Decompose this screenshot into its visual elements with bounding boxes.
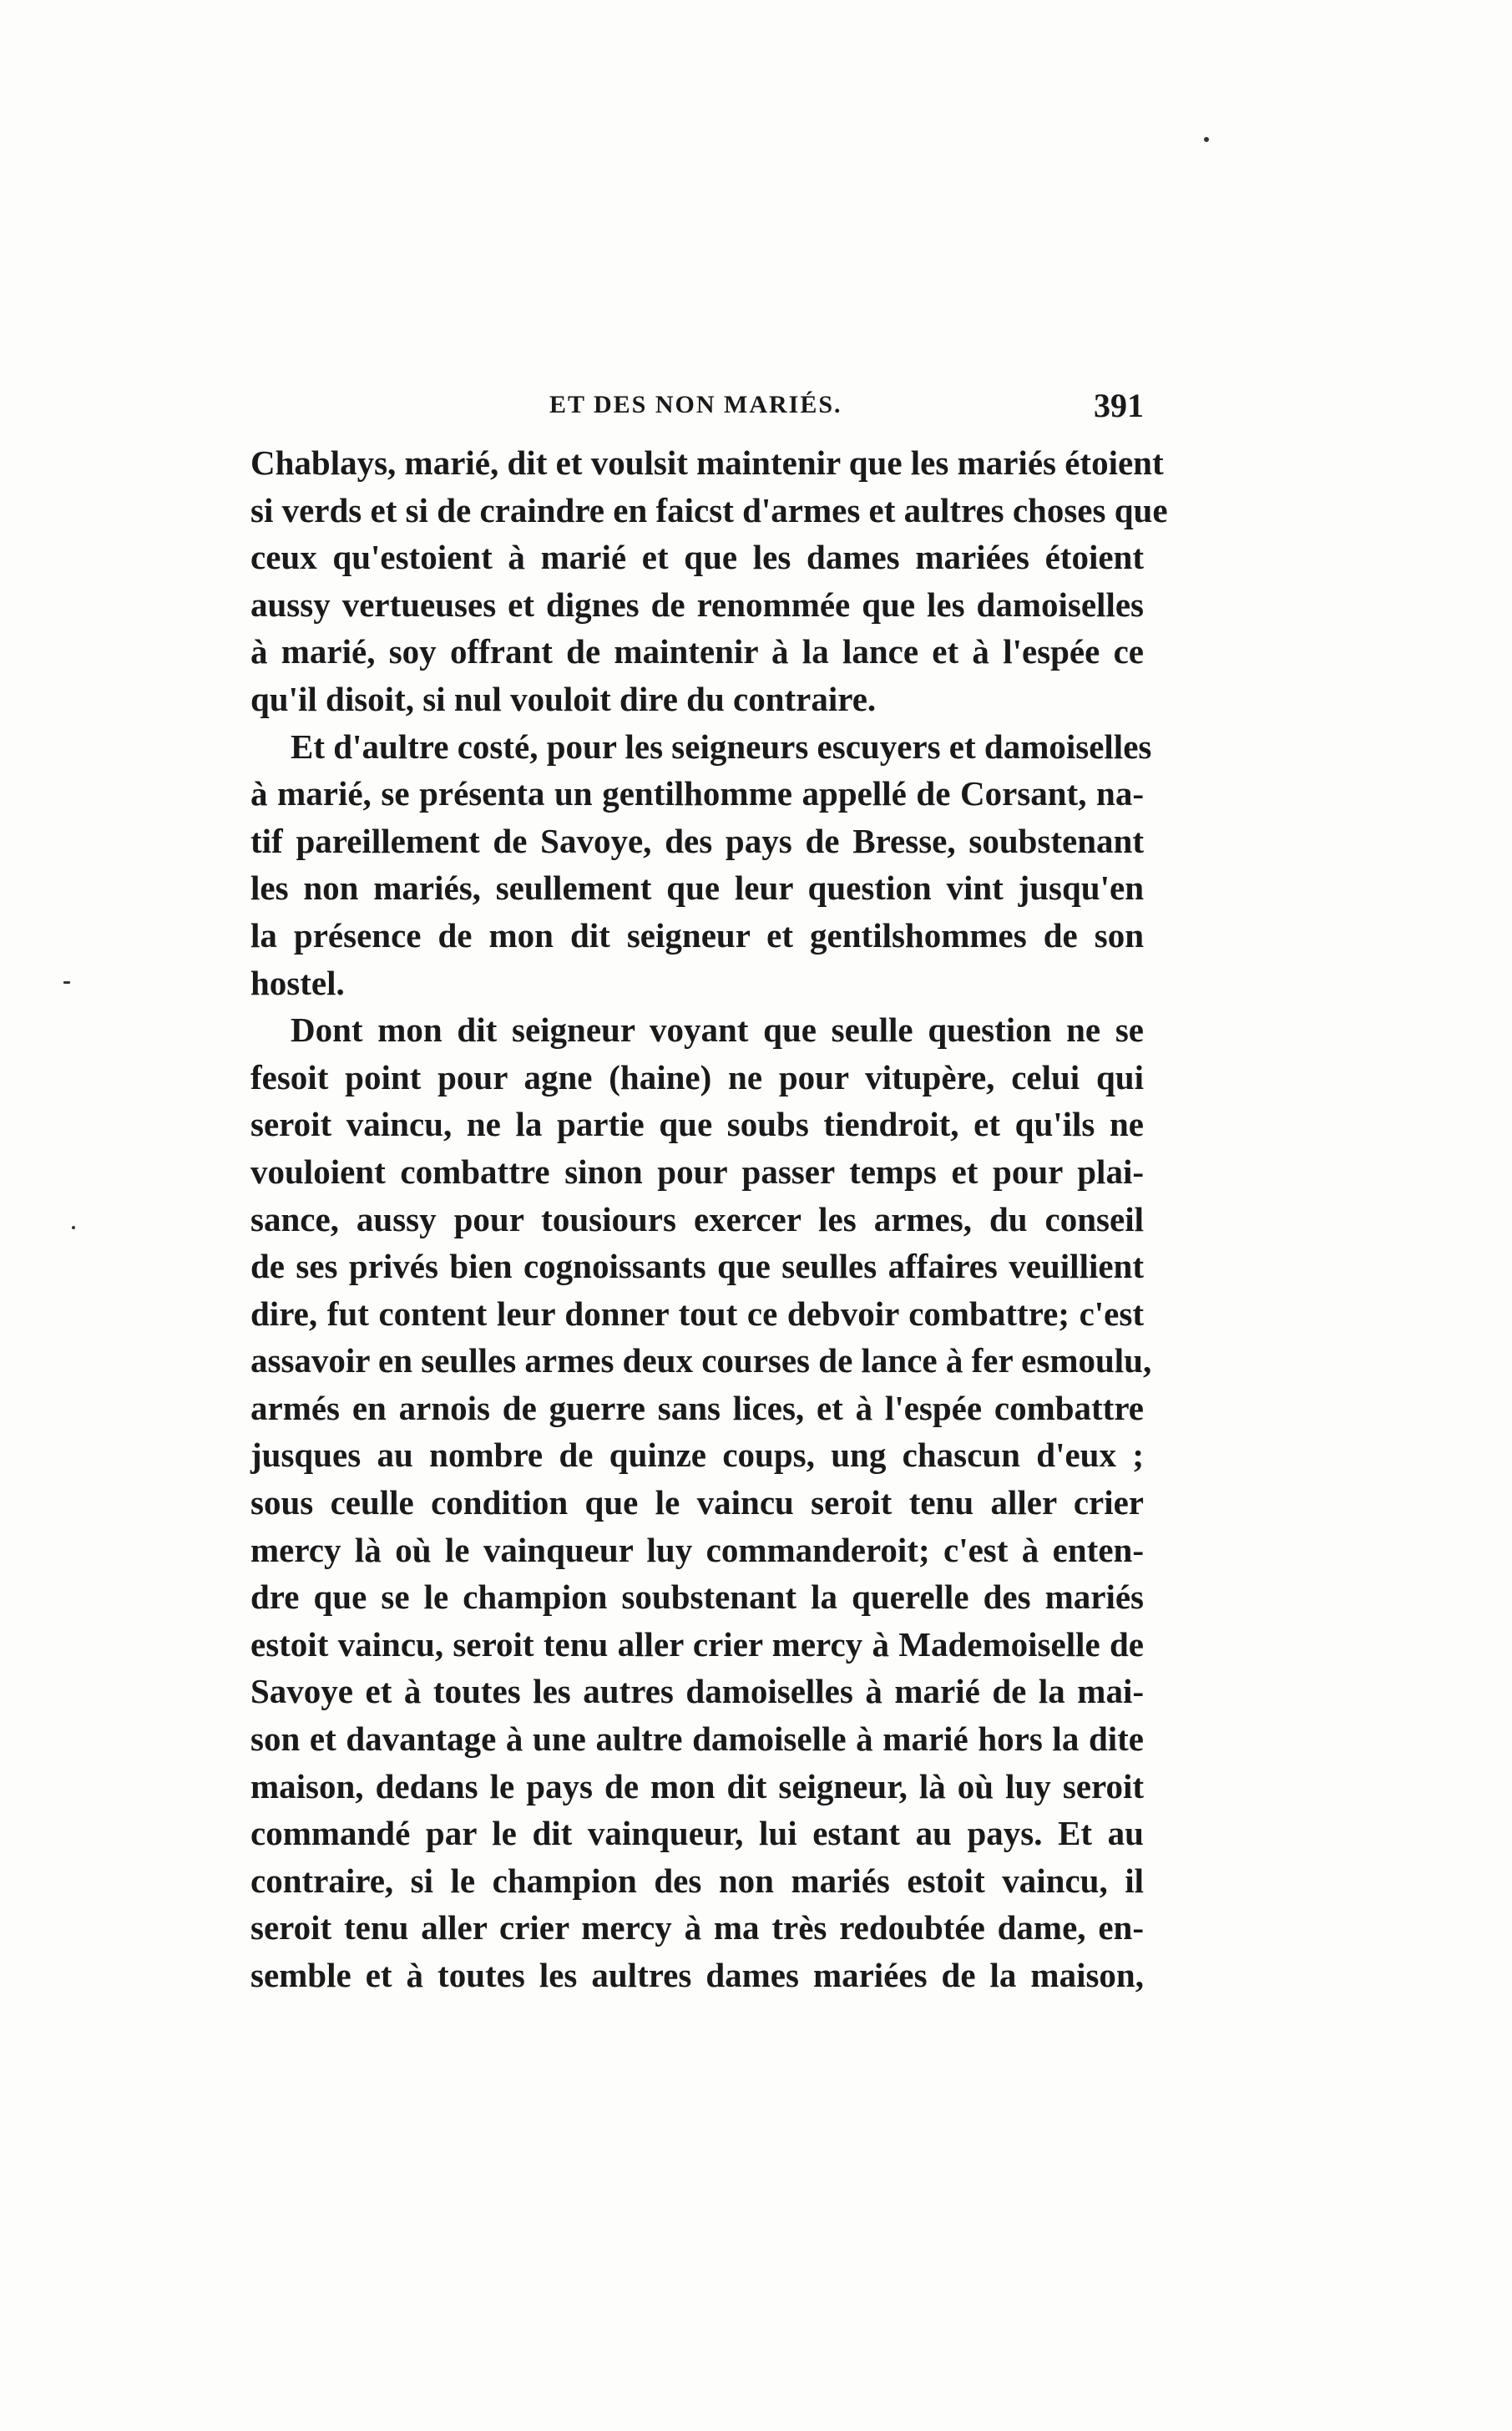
text-line: la présence de mon dit seigneur et gentilshommes de son xyxy=(250,915,1144,955)
text-line: aussy vertueuses et dignes de renommée que les damoiselles xyxy=(250,585,1144,624)
text-line: à marié, soy offrant de maintenir à la lance et à l'espée ce xyxy=(250,632,1144,671)
text-line: hostel. xyxy=(250,963,345,1002)
text-line: Savoye et à toutes les autres damoiselles à marié de la mai- xyxy=(250,1672,1144,1711)
text-line: mercy là où le vainqueur luy commanderoit; c'est à enten- xyxy=(250,1530,1144,1569)
text-line: de ses privés bien cognoissants que seulles affaires veuillient xyxy=(250,1247,1144,1286)
text-line: tif pareillement de Savoye, des pays de Bresse, soubstenant xyxy=(250,821,1144,860)
text-line: Et d'aultre costé, pour les seigneurs escuyers et damoiselles xyxy=(291,727,1152,766)
text-line: si verds et si de craindre en faicst d'armes et aultres choses que xyxy=(250,490,1168,529)
text-line: Dont mon dit seigneur voyant que seulle question ne se xyxy=(291,1010,1144,1050)
text-line: qu'il disoit, si nul vouloit dire du contraire. xyxy=(250,679,877,718)
text-line: dire, fut content leur donner tout ce debvoir combattre; c'est xyxy=(250,1294,1144,1333)
ink-speck xyxy=(63,981,70,984)
text-line: son et davantage à une aultre damoiselle à marié hors la dite xyxy=(250,1719,1144,1759)
text-line: sance, aussy pour tousiours exercer les armes, du conseil xyxy=(250,1199,1144,1238)
text-line: sous ceulle condition que le vaincu seroit tenu aller crier xyxy=(250,1483,1144,1522)
text-line: assavoir en seulles armes deux courses de lance à fer esmoulu, xyxy=(250,1341,1152,1380)
page-number: 391 xyxy=(1094,387,1144,424)
paragraph-1 xyxy=(250,439,1168,723)
text-line: estoit vaincu, seroit tenu aller crier mercy à Mademoiselle de xyxy=(250,1624,1144,1664)
text-line: semble et à toutes les aultres dames mariées de la maison, xyxy=(250,1956,1144,1994)
ink-speck xyxy=(1204,137,1209,142)
text-line: les non mariés, seullement que leur question vint jusqu'en xyxy=(250,869,1144,908)
text-line: à marié, se présenta un gentilhomme appellé de Corsant, na- xyxy=(250,774,1144,813)
text-line: Chablays, marié, dit et voulsit maintenir que les mariés étoient xyxy=(250,443,1164,482)
ink-speck xyxy=(72,1226,75,1229)
running-head xyxy=(250,387,1144,433)
text-line: seroit vaincu, ne la partie que soubs tiendroit, et qu'ils ne xyxy=(250,1105,1144,1144)
text-line: armés en arnois de guerre sans lices, et à l'espée combattre xyxy=(250,1388,1144,1427)
text-line: seroit tenu aller crier mercy à ma très redoubtée dame, en- xyxy=(250,1908,1144,1947)
paragraph-3 xyxy=(250,1006,1152,1998)
text-line: ceux qu'estoient à marié et que les dames mariées étoient xyxy=(250,538,1144,577)
body-text xyxy=(250,439,1168,1999)
text-line: maison, dedans le pays de mon dit seigneur, là où luy seroit xyxy=(250,1766,1144,1806)
paragraph-2 xyxy=(250,723,1152,1007)
text-line: dre que se le champion soubstenant la querelle des mariés xyxy=(250,1578,1144,1617)
text-line: vouloient combattre sinon pour passer temps et pour plai- xyxy=(250,1152,1144,1191)
text-line: fesoit point pour agne (haine) ne pour vitupère, celui qui xyxy=(250,1057,1144,1096)
text-line: jusques au nombre de quinze coups, ung chascun d'eux ; xyxy=(250,1436,1144,1475)
running-title: ET DES NON MARIÉS. xyxy=(549,391,842,418)
text-line: commandé par le dit vainqueur, lui estant au pays. Et au xyxy=(250,1814,1144,1853)
text-line: contraire, si le champion des non mariés estoit vaincu, il xyxy=(250,1861,1144,1900)
